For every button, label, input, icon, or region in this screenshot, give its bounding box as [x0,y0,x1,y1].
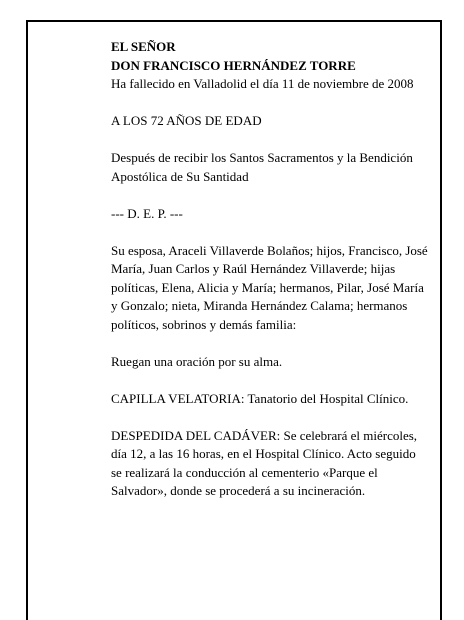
family-paragraph: Su esposa, Araceli Villaverde Bolaños; hijos, Francisco, José María, Juan Carlos y Raúl Hernández Villaverde; hijas políticas, Elena, Alicia y María; hermanos, Pilar, José María y Gonzalo; nieta, Miranda Hernández Calama; hermanos políticos, sobrinos y demás familia: [111,242,428,332]
deceased-name: DON FRANCISCO HERNÁNDEZ TORRE [111,57,356,73]
sacraments-line: Después de recibir los Santos Sacramentos y la Bendición Apostólica de Su Santidad [111,150,413,184]
prayer-line: Ruegan una oración por su alma. [111,353,283,369]
deceased-title: EL SEÑOR [111,39,176,54]
age-line: A LOS 72 AÑOS DE EDAD [111,113,262,128]
chapel-line: CAPILLA VELATORIA: Tanatorio del Hospital Clínico. [111,390,409,406]
death-info: Ha fallecido en Valladolid el día 11 de noviembre de 2008 [111,76,414,91]
rip-line: --- D. E. P. --- [111,205,183,221]
farewell-paragraph: DESPEDIDA DEL CADÁVER: Se celebrará el miércoles, día 12, a las 16 horas, en el Hospital Clínico. Acto seguido se realizará la conducción al cementerio «Parque el Salvador», donde se procederá a su incineración. [111,427,418,498]
obituary-text [111,38,429,501]
